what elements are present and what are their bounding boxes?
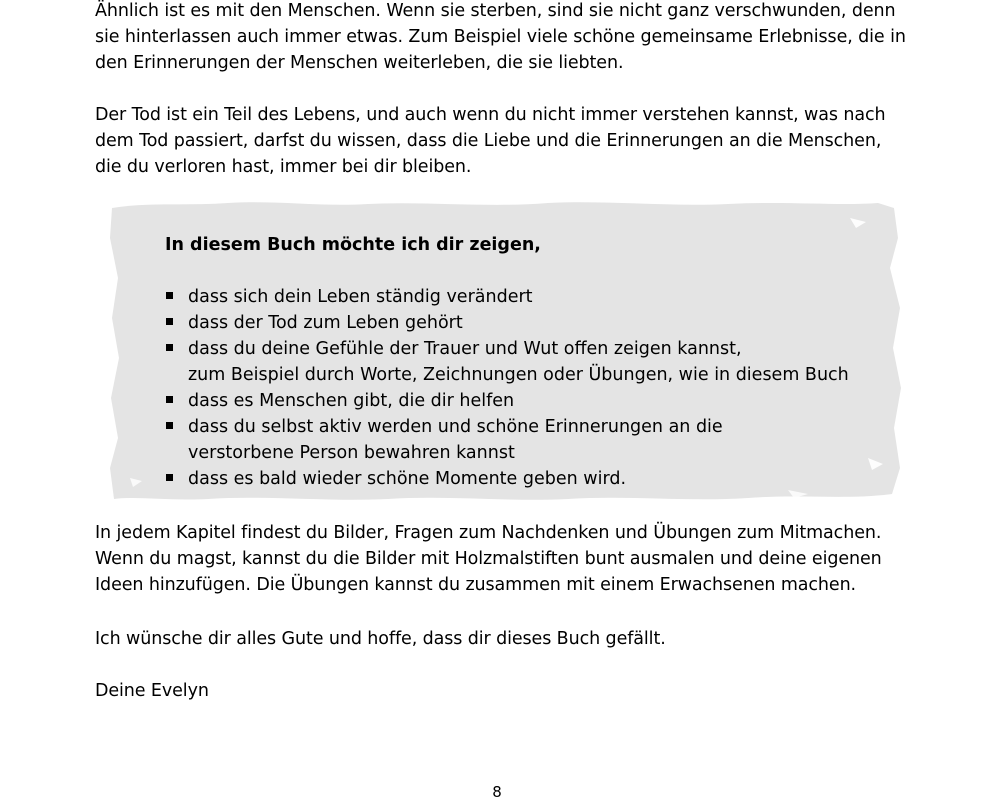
text-line: Ideen hinzufügen. Die Übungen kannst du zusammen mit einem Erwachsenen machen. (95, 575, 857, 595)
text-line: den Erinnerungen der Menschen weiterleben, die sie liebten. (95, 53, 624, 73)
highlight-box (108, 198, 904, 504)
list-item (165, 388, 849, 414)
text-line: Ich wünsche dir alles Gute und hoffe, dass dir dieses Buch gefällt. (95, 629, 666, 649)
list-item (165, 284, 849, 310)
paragraph-wishes (95, 626, 915, 652)
list-item (165, 414, 849, 466)
text-line: dass du deine Gefühle der Trauer und Wut offen zeigen kannst, (188, 339, 742, 359)
square-bullet-icon (166, 292, 173, 299)
text-line: Der Tod ist ein Teil des Lebens, und auch wenn du nicht immer verstehen kannst, was nach (95, 105, 886, 125)
paragraph-death-part-of-life (95, 102, 915, 180)
text-line: dass es bald wieder schöne Momente geben wird. (188, 469, 627, 489)
square-bullet-icon (166, 396, 173, 403)
text-line: dass du selbst aktiv werden und schöne Erinnerungen an die (188, 417, 723, 437)
text-line: In jedem Kapitel findest du Bilder, Fragen zum Nachdenken und Übungen zum Mitmachen. (95, 523, 882, 543)
text-line: dem Tod passiert, darfst du wissen, dass die Liebe und die Erinnerungen an die Menschen, (95, 131, 882, 151)
text-line: Wenn du magst, kannst du die Bilder mit Holzmalstiften bunt ausmalen und deine eigenen (95, 549, 882, 569)
text-line: dass sich dein Leben ständig verändert (188, 287, 533, 307)
list-item (165, 336, 849, 388)
text-line: die du verloren hast, immer bei dir bleiben. (95, 157, 472, 177)
list-item (165, 466, 849, 492)
signature: Deine Evelyn (95, 681, 209, 701)
square-bullet-icon (166, 344, 173, 351)
text-line: sie hinterlassen auch immer etwas. Zum Beispiel viele schöne gemeinsame Erlebnisse, die in (95, 27, 906, 47)
paragraph-chapter-overview (95, 520, 915, 598)
list-item (165, 310, 849, 336)
text-line: Ähnlich ist es mit den Menschen. Wenn sie sterben, sind sie nicht ganz verschwunden, denn (95, 1, 896, 21)
paragraph-death-comparison (95, 0, 915, 76)
square-bullet-icon (166, 474, 173, 481)
text-line: verstorbene Person bewahren kannst (188, 443, 515, 463)
text-line: dass es Menschen gibt, die dir helfen (188, 391, 515, 411)
text-line: dass der Tod zum Leben gehört (188, 313, 463, 333)
text-line: zum Beispiel durch Worte, Zeichnungen oder Übungen, wie in diesem Buch (188, 365, 849, 385)
page-number: 8 (492, 783, 502, 801)
square-bullet-icon (166, 422, 173, 429)
box-heading: In diesem Buch möchte ich dir zeigen, (165, 235, 541, 255)
bullet-list (165, 284, 849, 492)
square-bullet-icon (166, 318, 173, 325)
